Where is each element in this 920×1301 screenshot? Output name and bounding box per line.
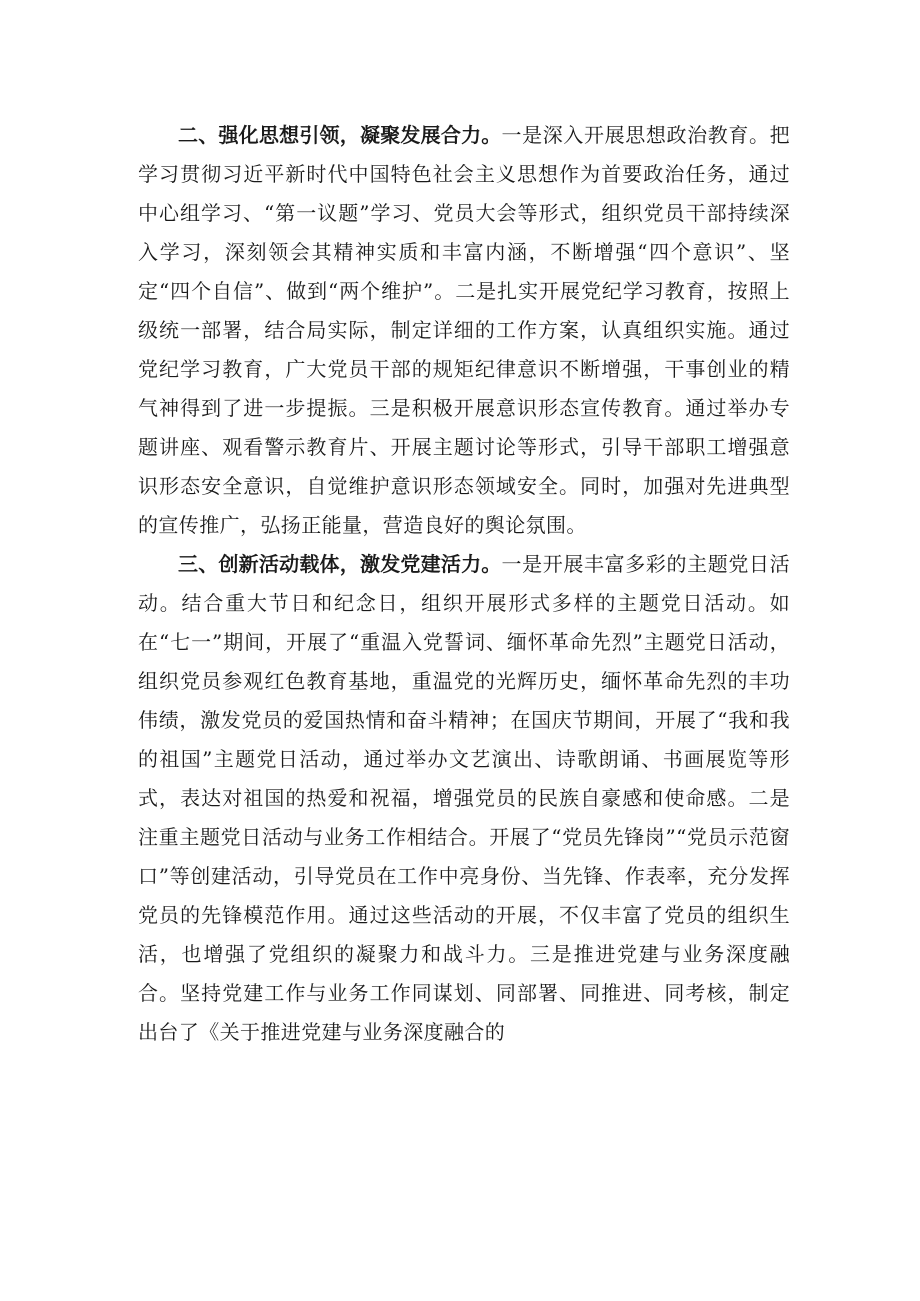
section-body-2: 一是深入开展思想政治教育。把学习贯彻习近平新时代中国特色社会主义思想作为首要政治任务，通过中心组学习、“第一议题”学习、党员大会等形式，组织党员干部持续深入学习，深刻领会其精神实质和丰富内涵，不断增强“四个意识”、坚定“四个自信”、做到“两个维护”。二是扎实开展党纪学习教育，按照上级统一部署，结合局实际，制定详细的工作方案，认真组织实施。通过党纪学习教育，广大党员干部的规矩纪律意识不断增强，干事创业的精气神得到了进一步提振。三是积极开展意识形态宣传教育。通过举办专题讲座、观看警示教育片、开展主题讨论等形式，引导干部职工增强意识形态安全意识，自觉维护意识形态领域安全。同时，加强对先进典型的宣传推广，弘扬正能量，营造良好的舆论氛围。 [138, 123, 790, 537]
section-heading-3: 三、创新活动载体，激发党建活力。 [178, 552, 502, 576]
section-body-3: 一是开展丰富多彩的主题党日活动。结合重大节日和纪念日，组织开展形式多样的主题党日活动。如在“七一”期间，开展了“重温入党誓词、缅怀革命先烈”主题党日活动，组织党员参观红色教育基地，重温党的光辉历史，缅怀革命先烈的丰功伟绩，激发党员的爱国热情和奋斗精神；在国庆节期间，开展了“我和我的祖国”主题党日活动，通过举办文艺演出、诗歌朗诵、书画展览等形式，表达对祖国的热爱和祝福，增强党员的民族自豪感和使命感。二是注重主题党日活动与业务工作相结合。开展了“党员先锋岗”“党员示范窗口”等创建活动，引导党员在工作中亮身份、当先锋、作表率，充分发挥党员的先锋模范作用。通过这些活动的开展，不仅丰富了党员的组织生活，也增强了党组织的凝聚力和战斗力。三是推进党建与业务深度融合。坚持党建工作与业务工作同谋划、同部署、同推进、同考核，制定出台了《关于推进党建与业务深度融合的 [138, 552, 790, 1044]
document-body [138, 116, 790, 1052]
section-paragraph-2 [138, 116, 790, 545]
section-heading-2: 二、强化思想引领，凝聚发展合力。 [178, 123, 502, 147]
section-paragraph-3 [138, 545, 790, 1052]
